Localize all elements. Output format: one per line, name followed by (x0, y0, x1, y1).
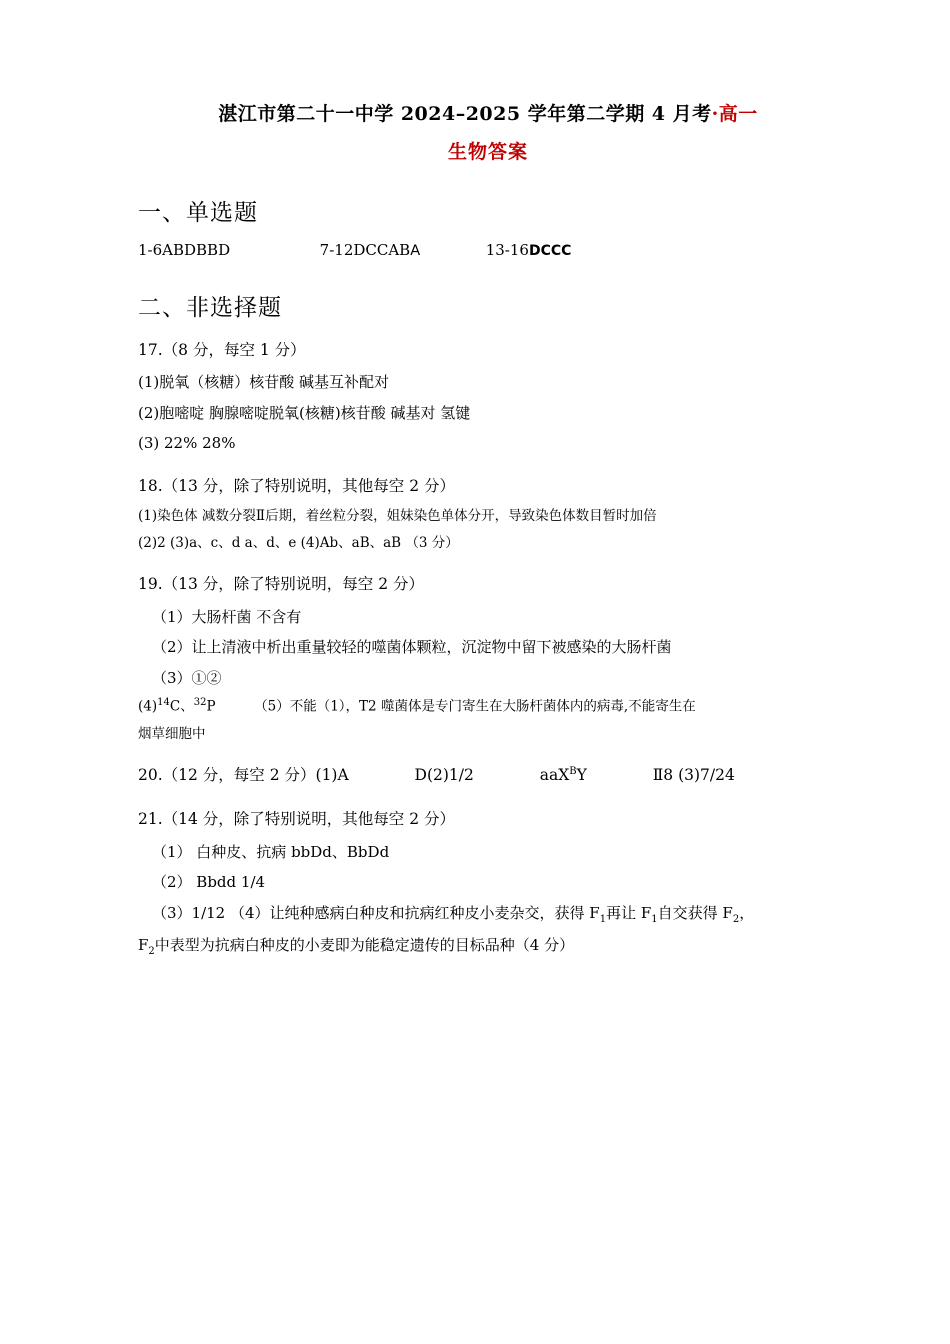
question-21-line-2: （2） Bbdd 1/4 (152, 873, 266, 892)
question-20-part-last: Ⅱ8 (3)7/24 (652, 765, 735, 784)
question-21-line-1: （1） 白种皮、抗病 bbDd、BbDd (152, 842, 390, 861)
question-21-l4-b: 中表型为抗病白种皮的小麦即为能稳定遗传的目标品种（4 分） (154, 935, 575, 954)
question-19-l4-prefix: (4) (138, 698, 158, 715)
isotope-phosphorus: P (206, 698, 216, 715)
question-18-head: 18.（13 分，除了特别说明，其他每空 2 分） (138, 476, 456, 495)
question-17-head: 17.（8 分，每空 1 分） (138, 340, 306, 359)
question-21-l3-a: （3）1/12 （4）让纯种感病白种皮和抗病红种皮小麦杂交，获得 F (152, 903, 600, 922)
question-17-line-1: (1)脱氧（核糖）核苷酸 碱基互补配对 (138, 373, 390, 392)
question-21-line-3 (138, 899, 838, 929)
isotope-carbon: C、 (169, 698, 194, 715)
question-18-line-1: (1)染色体 减数分裂Ⅱ后期，着丝粒分裂，姐妹染色单体分开，导致染色体数目暂时加倍 (138, 508, 657, 525)
question-21-l3-d: ， (739, 903, 755, 922)
question-19-line-5: 烟草细胞中 (138, 725, 206, 742)
question-20-genotype-tail: Y (576, 765, 587, 784)
question-17-line-3: (3) 22% 28% (138, 434, 236, 453)
mcq-range-2: 7-12DCCAB (319, 240, 411, 259)
f1-subscript-1: 1 (599, 913, 607, 925)
document-title (138, 100, 838, 129)
mcq-range-1: 1-6ABDBBD (138, 240, 231, 259)
question-21-l3-b: 再让 F (606, 903, 652, 922)
question-20-line (138, 759, 838, 792)
mcq-range-3-answers: DCCC (528, 242, 572, 259)
f2-subscript-2: 2 (148, 945, 155, 957)
question-19-line-2: （2）让上清液中析出重量较轻的噬菌体颗粒，沉淀物中留下被感染的大肠杆菌 (152, 638, 672, 657)
f2-subscript-1: 2 (732, 913, 740, 925)
question-19-line-3: （3）①② (152, 668, 222, 687)
question-20-head: 20.（12 分，每空 2 分）(1)A (138, 765, 349, 784)
question-21-l3-c: 自交获得 F (657, 903, 733, 922)
mcq-answers-row (138, 241, 838, 259)
f1-subscript-2: 1 (651, 913, 658, 925)
question-21-l4-a: F (138, 935, 149, 954)
question-19-line-1: （1）大肠杆菌 不含有 (152, 607, 302, 626)
question-18-line-2: (2)2 (3)a、c、d a、d、e (4)Ab、aB、aB （3 分） (138, 535, 459, 552)
question-20-genotype-sup: B (569, 765, 577, 777)
question-19-line-4 (138, 694, 838, 719)
question-20-genotype: aaX (539, 765, 570, 784)
document-subtitle: 生物答案 (447, 140, 528, 163)
question-20-part-d: D(2)1/2 (414, 765, 474, 784)
question-21-head: 21.（14 分，除了特别说明，其他每空 2 分） (138, 810, 456, 829)
question-17-line-2: (2)胞嘧啶 胸腺嘧啶脱氧(核糖)核苷酸 碱基对 氢键 (138, 403, 471, 422)
isotope-14-superscript: 14 (157, 697, 170, 709)
question-21-line-4 (138, 931, 838, 961)
document-title-main: 湛江市第二十一中学 2024–2025 学年第二学期 4 月考 (218, 103, 712, 125)
mcq-range-3: 13-16 (485, 240, 529, 259)
mcq-range-2-tail: A (410, 242, 421, 259)
question-19-head: 19.（13 分，除了特别说明，每空 2 分） (138, 575, 425, 594)
isotope-32-superscript: 32 (193, 697, 207, 709)
document-title-highlight: ·高一 (711, 103, 758, 125)
question-19-l4-text: （5）不能（1），T2 噬菌体是专门寄生在大肠杆菌体内的病毒,不能寄生在 (254, 698, 696, 715)
section-heading-single-choice: 一、单选题 (138, 199, 258, 226)
section-heading-non-choice: 二、非选择题 (138, 294, 282, 321)
document-content (138, 100, 838, 963)
